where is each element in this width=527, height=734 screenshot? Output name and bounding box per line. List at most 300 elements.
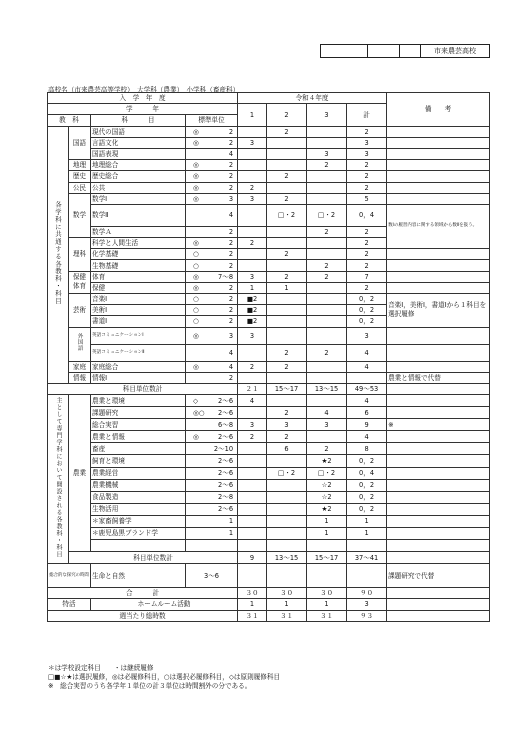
units-cell <box>186 539 238 551</box>
grade-g3-cell <box>307 564 347 588</box>
remark-cell <box>387 527 490 539</box>
grade-g3-cell: ☆2 <box>307 491 347 503</box>
grade-g2-cell <box>267 160 307 171</box>
grade-g1-cell <box>238 148 267 159</box>
table-row <box>48 160 490 171</box>
grade-g3-cell <box>307 238 347 249</box>
standard-units-value: 2 <box>228 261 234 270</box>
grade-g1-cell: ■2 <box>238 305 267 316</box>
grade-g2-cell: 2 <box>267 271 307 282</box>
standard-units-value: 2 <box>228 306 234 315</box>
remark-cell <box>387 431 490 443</box>
grade-g1-cell: 2 <box>238 431 267 443</box>
table-row <box>48 171 490 182</box>
remark-cell <box>387 467 490 479</box>
grade-total-cell: 5 <box>347 193 387 204</box>
grade-total-cell <box>347 539 387 551</box>
grade-g2-cell <box>267 491 307 503</box>
standard-units-value: 2～6 <box>218 408 234 417</box>
grade-g1-cell: ■2 <box>238 294 267 305</box>
grade-g3-cell <box>307 137 347 148</box>
units-cell <box>186 137 238 148</box>
standard-units-value: 2 <box>228 172 234 181</box>
requirement-mark: ◎○ <box>193 408 205 417</box>
curriculum-table <box>47 92 490 622</box>
grade-g2-cell <box>267 539 307 551</box>
grade-g3-cell <box>307 171 347 182</box>
table-row <box>48 148 490 159</box>
remark-cell <box>387 361 490 372</box>
common-total-g1: ２１ <box>238 383 267 394</box>
remark-cell <box>387 383 490 394</box>
standard-units-value: 2 <box>228 183 234 192</box>
subject-name: 保健 <box>91 282 186 293</box>
grade-g1-cell <box>238 491 267 503</box>
remark-cell <box>387 443 490 455</box>
standard-units-value: 2 <box>228 138 234 147</box>
common-total-total: 49～53 <box>347 383 387 394</box>
grade-g3-cell <box>307 431 347 443</box>
units-cell <box>186 419 238 431</box>
grade-total-cell: 0，2 <box>347 305 387 316</box>
standard-units-value: 2 <box>228 239 234 248</box>
weekly-total-label: 週当たり総時数 <box>48 610 238 621</box>
standard-units-value: 2 <box>228 161 234 170</box>
grade-g2-cell <box>267 564 307 588</box>
remark-cell <box>387 271 490 282</box>
units-cell <box>186 171 238 182</box>
grade-total-cell: 2 <box>347 126 387 137</box>
grand-total-row <box>48 588 490 599</box>
school-name-cell: 市来農芸高校 <box>421 45 490 58</box>
special-area: 特活 <box>48 599 91 610</box>
requirement-mark: ◎ <box>193 362 199 371</box>
standard-units-value: 1 <box>228 529 234 538</box>
subject-area-cell: 家庭 <box>69 361 91 372</box>
grade-total-cell: 2 <box>347 249 387 260</box>
grade-g3-cell <box>307 126 347 137</box>
remark-cell <box>387 455 490 467</box>
remark-cell <box>387 249 490 260</box>
grade-g2-cell <box>267 238 307 249</box>
subject-name: 地理総合 <box>91 160 186 171</box>
units-cell <box>186 395 238 407</box>
standard-units-value: 2～6 <box>218 456 234 465</box>
grade-g3-cell: 2 <box>307 344 347 361</box>
subject-name: 畜産 <box>91 443 186 455</box>
units-cell <box>186 361 238 372</box>
inquiry-units: 3～6 <box>186 564 238 588</box>
units-cell <box>186 443 238 455</box>
special-g1: 1 <box>238 599 267 610</box>
special-total: 3 <box>347 599 387 610</box>
remark-cell <box>387 395 490 407</box>
agri-total-g1: 9 <box>238 551 267 563</box>
remark-cell: 農業と情報で代替 <box>387 372 490 383</box>
grade-g1-cell: ■2 <box>238 316 267 327</box>
table-row <box>48 527 490 539</box>
table-row <box>48 327 490 344</box>
requirement-mark: ○ <box>193 306 199 315</box>
grade-g3-cell: ★2 <box>307 455 347 467</box>
grade-g3-cell: 3 <box>307 419 347 431</box>
special-activities-row <box>48 599 490 610</box>
grade-total-cell: 4 <box>347 395 387 407</box>
table-row <box>48 249 490 260</box>
weekly-g3: ３１ <box>307 610 347 621</box>
table-row <box>48 126 490 137</box>
grade-g3-cell: 1 <box>307 527 347 539</box>
grade-g3-cell: ★2 <box>307 503 347 515</box>
subject-name: 食品製造 <box>91 491 186 503</box>
table-row <box>48 395 490 407</box>
subject-name: 化学基礎 <box>91 249 186 260</box>
grade-g1-cell <box>238 443 267 455</box>
requirement-mark: ○ <box>193 317 199 326</box>
grade-g3-cell: 2 <box>307 260 347 271</box>
units-cell <box>186 515 238 527</box>
grade-g2-cell: □・2 <box>267 467 307 479</box>
subject-area-cell: 地理 <box>69 160 91 171</box>
units-cell <box>186 327 238 344</box>
common-total-row <box>48 383 490 394</box>
table-row <box>48 282 490 293</box>
grade-g1-cell <box>238 249 267 260</box>
table-row <box>48 204 490 226</box>
weekly-total-row <box>48 610 490 621</box>
remark-cell: 音楽Ⅰ，美術Ⅰ，書道Ⅰから１科目を選択履修 <box>387 294 490 328</box>
remark-cell: 数Ⅰの履習内容に関する領域から数Ⅱを扱う。 <box>387 204 490 248</box>
units-cell <box>186 238 238 249</box>
grade-g1-cell <box>238 467 267 479</box>
requirement-mark: ◎ <box>193 432 199 441</box>
remark-cell <box>387 407 490 419</box>
subject-name <box>91 539 186 551</box>
common-subjects-label <box>48 126 69 383</box>
grade-total-cell: 0，2 <box>347 479 387 491</box>
grade-g2-cell <box>267 294 307 305</box>
units-cell <box>186 305 238 316</box>
blank-cell <box>321 45 368 58</box>
subject-name: 英語コミュニケーションⅠ <box>91 327 186 344</box>
grade-g3-cell: □・2 <box>307 204 347 226</box>
footnote: ＊は学校設定科目 ・は継続履修 <box>48 664 154 672</box>
units-cell <box>186 160 238 171</box>
units-cell <box>186 193 238 204</box>
grade-g2-cell: 1 <box>267 282 307 293</box>
agri-total-row <box>48 551 490 563</box>
subject-name: 現代の国語 <box>91 126 186 137</box>
standard-units-value: 7～8 <box>218 272 234 281</box>
curriculum-heading: 高校名（市来農芸高等学校） 大学科（農業） 小学科（畜産科） <box>48 86 240 94</box>
standard-units-value: 4 <box>228 150 234 159</box>
table-row <box>48 479 490 491</box>
blank-cell <box>368 45 400 58</box>
header-remarks: 備 考 <box>387 93 490 127</box>
requirement-mark: ◎ <box>193 127 199 136</box>
grade-g1-cell: 2 <box>238 238 267 249</box>
grade-g2-cell <box>267 479 307 491</box>
grade-g3-cell <box>307 372 347 383</box>
weekly-g1: ３１ <box>238 610 267 621</box>
grade-total-cell: 1 <box>347 527 387 539</box>
grand-total-label: 合 計 <box>48 588 238 599</box>
agri-total-g2: 13～15 <box>267 551 307 563</box>
grade-g1-cell <box>238 126 267 137</box>
remark-cell <box>387 282 490 293</box>
grade-g1-cell <box>238 260 267 271</box>
subject-name: 英語コミュニケーションⅡ <box>91 344 186 361</box>
requirement-mark: ◎ <box>193 272 199 281</box>
requirement-mark: ◎ <box>193 239 199 248</box>
table-row <box>48 491 490 503</box>
table-row <box>48 137 490 148</box>
grade-g1-cell: 3 <box>238 193 267 204</box>
grade-total-cell: 0，4 <box>347 467 387 479</box>
grade-g2-cell <box>267 182 307 193</box>
subject-name: ＊家畜飼養学 <box>91 515 186 527</box>
remark-cell <box>387 503 490 515</box>
grade-g1-cell: 1 <box>238 282 267 293</box>
grade-g1-cell: 4 <box>238 395 267 407</box>
inquiry-remark: 課題研究で代替 <box>387 564 490 588</box>
standard-units-value: 2 <box>228 250 234 259</box>
table-row <box>48 294 490 305</box>
agri-total-total: 37～41 <box>347 551 387 563</box>
subject-area-cell: 農業 <box>69 395 91 552</box>
units-cell <box>186 479 238 491</box>
header-g3: 3 <box>307 104 347 126</box>
grade-total-cell <box>347 372 387 383</box>
units-cell <box>186 491 238 503</box>
grade-g3-cell: 1 <box>307 515 347 527</box>
area-label: 外国語 <box>76 333 83 352</box>
header-year-label: 令和４年度 <box>238 93 387 104</box>
header-grade: 学 年 <box>48 104 238 115</box>
common-total-g2: 15～17 <box>267 383 307 394</box>
agri-total-g3: 15～17 <box>307 551 347 563</box>
grade-total-cell: 6 <box>347 407 387 419</box>
standard-units-value: 2 <box>228 283 234 292</box>
remark-cell <box>387 588 490 599</box>
grade-total-cell: 4 <box>347 431 387 443</box>
subject-name: 公共 <box>91 182 186 193</box>
grade-g2-cell <box>267 148 307 159</box>
grade-g1-cell: 3 <box>238 419 267 431</box>
header-enrollment-year: 入 学 年 度 <box>48 93 238 104</box>
remark-cell <box>387 171 490 182</box>
grade-total-cell: 3 <box>347 137 387 148</box>
common-total-g3: 13～15 <box>307 383 347 394</box>
subject-name: 課題研究 <box>91 407 186 419</box>
grade-g3-cell: 2 <box>307 160 347 171</box>
grade-total-cell: 0，2 <box>347 455 387 467</box>
grade-g3-cell <box>307 282 347 293</box>
weekly-total: ９３ <box>347 610 387 621</box>
subject-name: 総合実習 <box>91 419 186 431</box>
grand-total-g1: ３０ <box>238 588 267 599</box>
subject-name: 情報Ⅰ <box>91 372 186 383</box>
specialized-label-text: 主として専門学科において開設される各教科・科目 <box>55 397 62 559</box>
header-g2: 2 <box>267 104 307 126</box>
header-g1: 1 <box>238 104 267 126</box>
grade-total-cell: 8 <box>347 443 387 455</box>
table-row <box>48 260 490 271</box>
subject-name: 書道Ⅰ <box>91 316 186 327</box>
grade-g3-cell <box>307 539 347 551</box>
grade-g2-cell <box>267 226 307 237</box>
remark-cell <box>387 344 490 361</box>
subject-name: 数学Ⅱ <box>91 204 186 226</box>
grade-g2-cell: 2 <box>267 249 307 260</box>
grade-g1-cell <box>238 503 267 515</box>
standard-units-value: 2～6 <box>218 469 234 478</box>
grade-total-cell: 0，2 <box>347 316 387 327</box>
subject-area-cell: 国語 <box>69 126 91 160</box>
units-cell <box>186 226 238 237</box>
grade-total-cell: 2 <box>347 226 387 237</box>
grade-g1-cell: 3 <box>238 327 267 344</box>
units-cell <box>186 503 238 515</box>
table-row <box>48 407 490 419</box>
remark-cell <box>387 610 490 621</box>
grade-total-cell: 2 <box>347 282 387 293</box>
grade-g1-cell <box>238 539 267 551</box>
grade-g3-cell <box>307 327 347 344</box>
remark-cell <box>387 327 490 344</box>
header-row-year <box>48 93 490 104</box>
grade-g3-cell <box>307 193 347 204</box>
grade-g2-cell <box>267 395 307 407</box>
header-total: 計 <box>347 104 387 126</box>
units-cell <box>186 260 238 271</box>
standard-units-value: 2～10 <box>213 444 234 453</box>
grade-g2-cell <box>267 455 307 467</box>
standard-units-value: 6～8 <box>218 420 234 429</box>
grade-g2-cell: 2 <box>267 171 307 182</box>
requirement-mark: ◎ <box>193 172 199 181</box>
requirement-mark: ○ <box>193 295 199 304</box>
grade-g1-cell <box>238 479 267 491</box>
requirement-mark: ◎ <box>193 331 199 340</box>
subject-name: 言語文化 <box>91 137 186 148</box>
grade-g1-cell <box>238 226 267 237</box>
units-cell <box>186 249 238 260</box>
grade-g2-cell <box>267 515 307 527</box>
specialized-subjects-label <box>48 395 69 564</box>
school-name-box <box>320 44 490 58</box>
grade-total-cell: 4 <box>347 344 387 361</box>
grand-total-g3: ３０ <box>307 588 347 599</box>
grade-g2-cell: 2 <box>267 126 307 137</box>
grade-g2-cell: 2 <box>267 361 307 372</box>
units-cell <box>186 282 238 293</box>
requirement-mark: ◎ <box>193 283 199 292</box>
subject-area-cell: 数学 <box>69 193 91 237</box>
table-row <box>48 193 490 204</box>
grade-g2-cell <box>267 305 307 316</box>
grade-g2-cell: 2 <box>267 344 307 361</box>
subject-name: 科学と人間生活 <box>91 238 186 249</box>
remark-cell <box>387 126 490 137</box>
grade-g2-cell: □・2 <box>267 204 307 226</box>
subject-area-cell: 情報 <box>69 372 91 383</box>
grade-total-cell: 2 <box>347 160 387 171</box>
table-row <box>48 182 490 193</box>
table-row <box>48 419 490 431</box>
grade-g3-cell: 2 <box>307 226 347 237</box>
units-cell <box>186 294 238 305</box>
header-standard-units: 標準単位 <box>186 115 238 126</box>
remark-cell <box>387 260 490 271</box>
subject-area-cell: 歴史 <box>69 171 91 182</box>
special-subject: ホームルーム活動 <box>91 599 238 610</box>
grade-g2-cell: 2 <box>267 407 307 419</box>
inquiry-subject: 生命と自然 <box>91 564 186 588</box>
standard-units-value: 2 <box>228 295 234 304</box>
header-subject-area: 教 科 <box>48 115 91 126</box>
units-cell <box>186 467 238 479</box>
standard-units-value: 2 <box>228 373 234 382</box>
grade-total-cell: 0，2 <box>347 294 387 305</box>
grade-total-cell: 1 <box>347 515 387 527</box>
standard-units-value: 2 <box>228 227 234 236</box>
subject-name: 飼育と環境 <box>91 455 186 467</box>
grade-g2-cell: 2 <box>267 193 307 204</box>
grade-g2-cell <box>267 503 307 515</box>
units-cell <box>186 148 238 159</box>
table-row <box>48 361 490 372</box>
grade-g1-cell <box>238 372 267 383</box>
remark-cell <box>387 479 490 491</box>
grade-g3-cell <box>307 305 347 316</box>
standard-units-value: 4 <box>228 211 234 220</box>
remark-cell <box>387 137 490 148</box>
grade-g1-cell: 2 <box>238 182 267 193</box>
grade-g2-cell: 3 <box>267 419 307 431</box>
grand-total-total: ９０ <box>347 588 387 599</box>
subject-name: 農業経営 <box>91 467 186 479</box>
grade-total-cell: 3 <box>347 148 387 159</box>
standard-units-value: 2～6 <box>218 481 234 490</box>
units-cell <box>186 344 238 361</box>
standard-units-value: 3 <box>228 331 234 340</box>
grade-g2-cell: 6 <box>267 443 307 455</box>
subject-area-cell: 保健体育 <box>69 271 91 293</box>
subject-name: 歴史総合 <box>91 171 186 182</box>
grade-g3-cell: 4 <box>307 407 347 419</box>
common-total-label: 科目単位数計 <box>48 383 238 394</box>
standard-units-value: 2 <box>228 127 234 136</box>
grade-total-cell: 7 <box>347 271 387 282</box>
subject-name: 農業と情報 <box>91 431 186 443</box>
subject-name: 数学Ａ <box>91 226 186 237</box>
header-subject: 科 目 <box>91 115 186 126</box>
subject-area-cell: 公民 <box>69 182 91 193</box>
grade-g1-cell <box>238 564 267 588</box>
standard-units-value: 2～6 <box>218 505 234 514</box>
units-cell <box>186 316 238 327</box>
table-row <box>48 372 490 383</box>
table-row <box>48 539 490 551</box>
grade-g3-cell <box>307 249 347 260</box>
units-cell <box>186 372 238 383</box>
grade-total-cell: 3 <box>347 327 387 344</box>
remark-cell <box>387 160 490 171</box>
grade-total-cell: 0，4 <box>347 204 387 226</box>
grade-g1-cell <box>238 171 267 182</box>
grade-total-cell: 2 <box>347 171 387 182</box>
